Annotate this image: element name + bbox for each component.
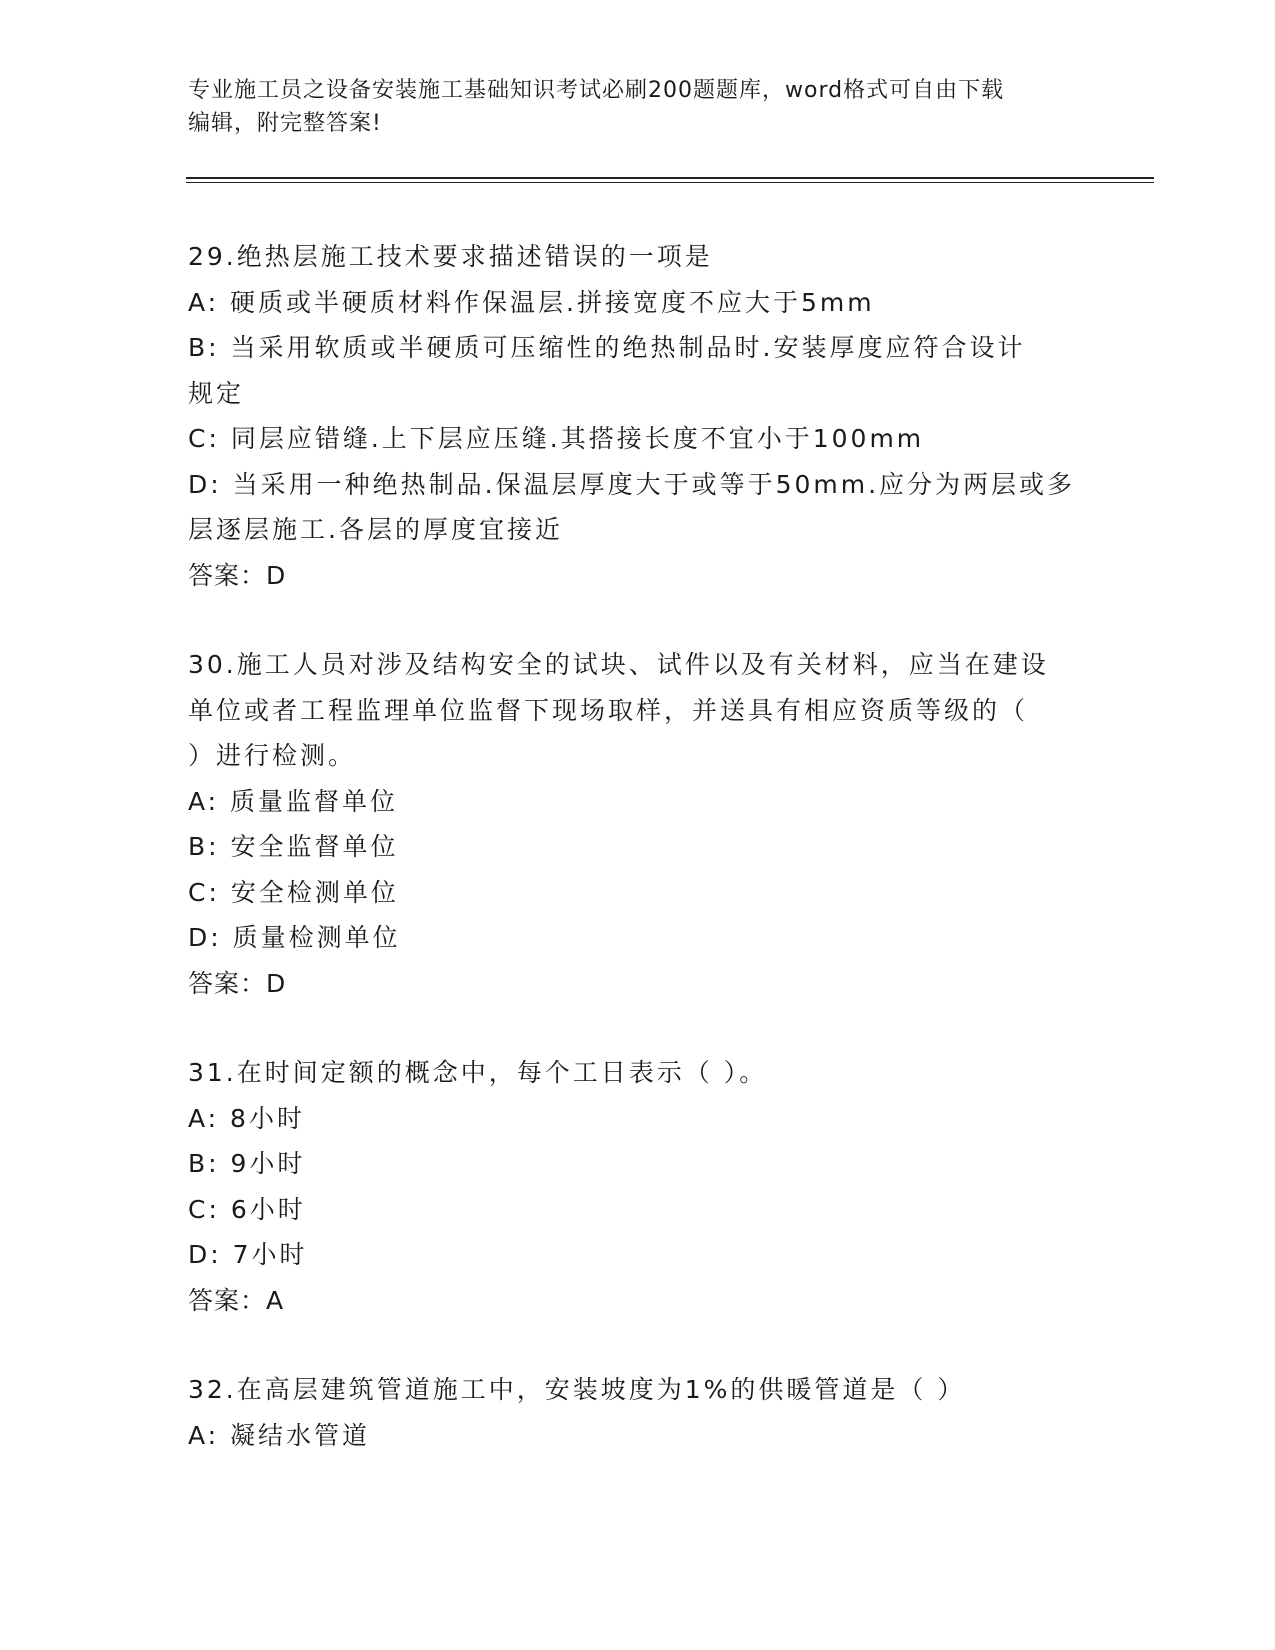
question-stem-line: 31.在时间定额的概念中，每个工日表示（ ）。 — [188, 1058, 768, 1087]
option-line: C: 同层应错缝.上下层应压缝.其搭接长度不宜小于100mm — [188, 424, 925, 453]
question-block — [188, 642, 1088, 1006]
question-stem-line: 单位或者工程监理单位监督下现场取样，并送具有相应资质等级的（ — [188, 695, 1029, 725]
question-stem-line: 32.在高层建筑管道施工中，安装坡度为1%的供暖管道是（ ） — [188, 1375, 966, 1404]
page-header — [188, 74, 1088, 140]
header-line-1: 专业施工员之设备安装施工基础知识考试必刷200题题库，word格式可自由下载 — [188, 78, 1005, 103]
question-stem-line: 30.施工人员对涉及结构安全的试块、试件以及有关材料，应当在建设 — [188, 650, 1049, 679]
header-line-2: 编辑，附完整答案! — [188, 111, 382, 136]
answer-line: 答案：A — [188, 1285, 285, 1315]
option-line: C: 安全检测单位 — [188, 877, 399, 907]
question-stem-line: 29.绝热层施工技术要求描述错误的一项是 — [188, 242, 713, 271]
option-line: D: 7小时 — [188, 1240, 308, 1269]
option-line: A: 凝结水管道 — [188, 1420, 371, 1450]
option-line: A: 硬质或半硬质材料作保温层.拼接宽度不应大于5mm — [188, 287, 875, 317]
option-line: D: 当采用一种绝热制品.保温层厚度大于或等于50mm.应分为两层或多 — [188, 469, 1076, 499]
answer-line: 答案：D — [188, 560, 287, 590]
question-list — [188, 234, 1088, 1502]
option-line: B: 安全监督单位 — [188, 832, 399, 861]
header-divider — [186, 177, 1154, 179]
option-line: C: 6小时 — [188, 1194, 306, 1224]
option-line: 层逐层施工.各层的厚度宜接近 — [188, 515, 563, 544]
option-line: B: 9小时 — [188, 1149, 306, 1178]
question-block — [188, 234, 1088, 598]
question-block — [188, 1367, 1088, 1458]
option-line: B: 当采用软质或半硬质可压缩性的绝热制品时.安装厚度应符合设计 — [188, 333, 1026, 362]
header-divider-thin — [186, 182, 1154, 183]
answer-line: 答案：D — [188, 968, 287, 998]
option-line: A: 8小时 — [188, 1103, 305, 1133]
option-line: A: 质量监督单位 — [188, 786, 399, 816]
question-block — [188, 1050, 1088, 1323]
option-line: D: 质量检测单位 — [188, 923, 401, 952]
question-stem-line: ）进行检测。 — [188, 741, 357, 770]
option-line: 规定 — [188, 378, 245, 408]
